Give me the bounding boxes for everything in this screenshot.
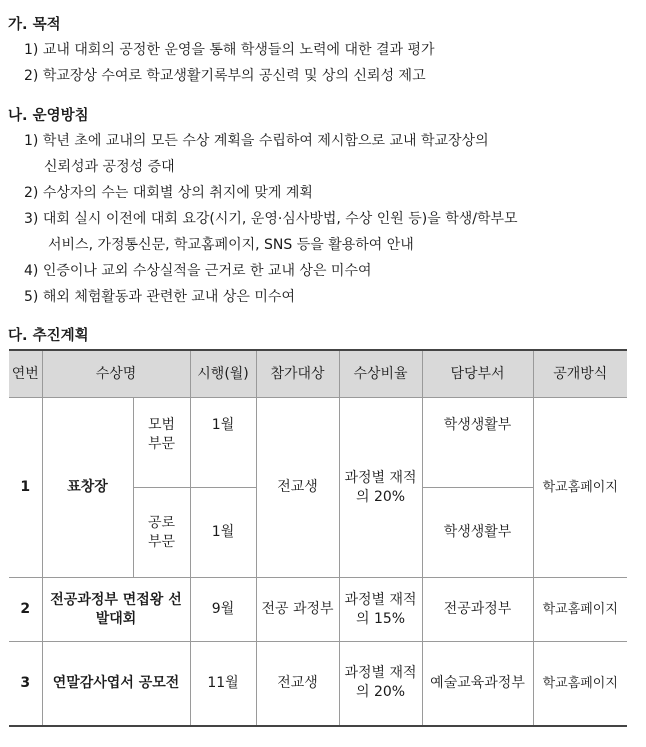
- row1-sub1-month: 1월: [190, 398, 256, 488]
- row2-month: 9월: [190, 578, 256, 642]
- section-na-item-2: 2) 수상자의 수는 대회별 상의 취지에 맞게 계획: [24, 185, 313, 201]
- header-no: 연번: [9, 350, 42, 398]
- row1-award: 표창장: [42, 398, 133, 578]
- section-na-item-1: 1) 학년 초에 교내의 모든 수상 계획을 수립하여 제시함으로 교내 학교장상의: [24, 133, 489, 149]
- section-na-title: 나. 운영방침: [8, 108, 89, 124]
- row1-target: 전교생: [256, 398, 339, 578]
- row3-publish: 학교홈페이지: [533, 642, 627, 726]
- section-na-item-3-cont: 서비스, 가정통신문, 학교홈페이지, SNS 등을 활용하여 안내: [48, 237, 414, 253]
- table-header-row: [9, 350, 627, 398]
- row3-ratio: 과정별 재적의 20%: [339, 642, 422, 726]
- header-award: 수상명: [42, 350, 190, 398]
- section-na-item-4: 4) 인증이나 교외 수상실적을 근거로 한 교내 상은 미수여: [24, 263, 372, 279]
- section-ga-item-2: 2) 학교장상 수여로 학교생활기록부의 공신력 및 상의 신뢰성 제고: [24, 68, 426, 84]
- section-na-item-3: 3) 대회 실시 이전에 대회 요강(시기, 운영·심사방법, 수상 인원 등)을 학생/학부모: [24, 211, 518, 227]
- row2-award: 전공과정부 면접왕 선발대회: [42, 578, 190, 642]
- header-ratio: 수상비율: [339, 350, 422, 398]
- row3-month: 11월: [190, 642, 256, 726]
- section-ga-title: 가. 목적: [8, 17, 61, 33]
- row1-sub2: 공로부문: [133, 488, 190, 578]
- row1-publish: 학교홈페이지: [533, 398, 627, 578]
- table-row: [9, 642, 627, 726]
- row3-dept: 예술교육과정부: [422, 642, 533, 726]
- row3-award: 연말감사엽서 공모전: [42, 642, 190, 726]
- row1-sub2-month: 1월: [190, 488, 256, 578]
- table-row: [9, 578, 627, 642]
- header-dept: 담당부서: [422, 350, 533, 398]
- row1-sub1: 모범부문: [133, 398, 190, 488]
- table-row: [9, 398, 627, 488]
- section-na-item-5: 5) 해외 체험활동과 관련한 교내 상은 미수여: [24, 289, 295, 305]
- row2-target: 전공 과정부: [256, 578, 339, 642]
- header-month: 시행(월): [190, 350, 256, 398]
- section-ga-item-1: 1) 교내 대회의 공정한 운영을 통해 학생들의 노력에 대한 결과 평가: [24, 42, 435, 58]
- row1-dept2: 학생생활부: [422, 488, 533, 578]
- row2-dept: 전공과정부: [422, 578, 533, 642]
- section-da-title: 다. 추진계획: [8, 328, 89, 344]
- row2-publish: 학교홈페이지: [533, 578, 627, 642]
- section-na-item-1-cont: 신뢰성과 공정성 증대: [44, 159, 175, 175]
- row2-ratio: 과정별 재적의 15%: [339, 578, 422, 642]
- row2-no: 2: [9, 578, 42, 642]
- row1-dept1: 학생생활부: [422, 398, 533, 488]
- row1-no: 1: [9, 398, 42, 578]
- row3-target: 전교생: [256, 642, 339, 726]
- header-publish: 공개방식: [533, 350, 627, 398]
- plan-table: [9, 349, 627, 727]
- header-target: 참가대상: [256, 350, 339, 398]
- row3-no: 3: [9, 642, 42, 726]
- row1-ratio: 과정별 재적의 20%: [339, 398, 422, 578]
